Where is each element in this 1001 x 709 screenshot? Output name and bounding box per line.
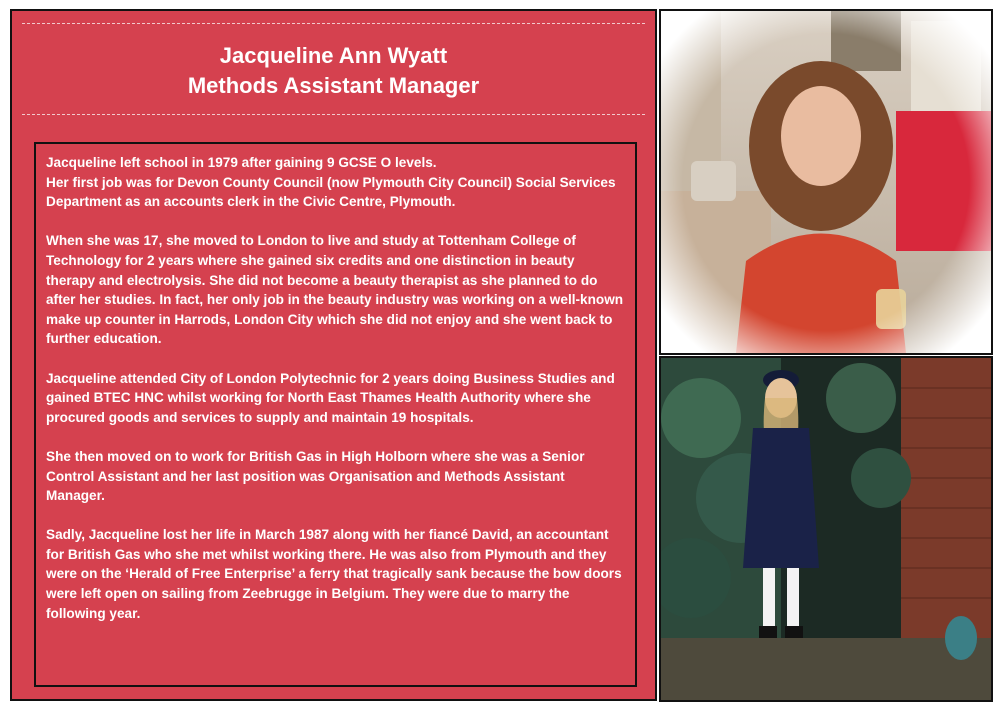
paragraph-5: Sadly, Jacqueline lost her life in March 1987 along with her fiancé David, an accountant for British Gas who she met whilst working there. He was also from Plymouth and they were on the ‘Herald of Free Enterprise’ a ferry that tragically sank because the bow doors were left open on sailing from Zeebrugge in Belgium. They were due to marry the following year.	[46, 527, 622, 621]
paragraph-1-line-2: Her first job was for Devon County Council (now Plymouth City Council) Social Services Department as an accounts clerk in the Civic Centre, Plymouth.	[46, 174, 616, 210]
top-dashed-divider	[22, 23, 645, 24]
biography-panel	[10, 9, 657, 701]
paragraph-4: She then moved on to work for British Gas in High Holborn where she was a Senior Control Assistant and her last position was Organisation and Methods Assistant Manager.	[46, 448, 585, 504]
job-title: Methods Assistant Manager	[187, 73, 480, 98]
header-title	[12, 41, 655, 101]
portrait-photo	[659, 9, 993, 355]
school-uniform-photo	[659, 356, 993, 702]
bottom-dashed-divider	[22, 114, 645, 115]
paragraph-1-line-1: Jacqueline left school in 1979 after gaining 9 GCSE O levels.	[46, 155, 437, 170]
paragraph-1	[46, 153, 625, 212]
person-name: Jacqueline Ann Wyatt	[219, 43, 448, 68]
biography-text-box	[34, 142, 637, 687]
paragraph-2: When she was 17, she moved to London to live and study at Tottenham College of Technology for 2 years where she gained six credits and one distinction in beauty therapy and electrolysis. She did not become a beauty therapist as she planned to do after her studies. In fact, her only job in the beauty industry was working on a well-known make up counter in Harrods, London City which she did not enjoy and she went back to further education.	[46, 233, 624, 347]
paragraph-3: Jacqueline attended City of London Polytechnic for 2 years doing Business Studies and gained BTEC HNC whilst working for North East Thames Health Authority where she procured goods and services to supply and maintain 19 hospitals.	[46, 370, 615, 425]
